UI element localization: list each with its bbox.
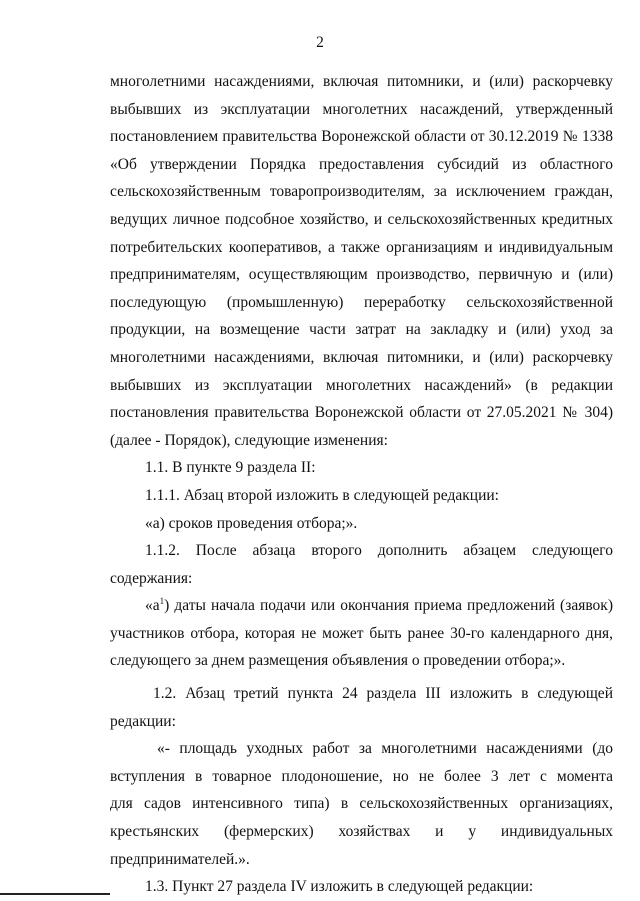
quote-a1-line2: участников отбора, которая не может быть ранее 30-го календарного дня, [110, 624, 613, 642]
body-line: продукции, на возмещение части затрат на закладку и (или) уход за [110, 321, 613, 339]
section-1-2-cont: редакции: [110, 712, 176, 730]
body-line: сельскохозяйственным товаропроизводителям, за исключением граждан, [110, 183, 613, 201]
body-line: (далее - Порядок), следующие изменения: [110, 431, 388, 449]
quote-a1-line3: следующего за днем размещения объявления о проведении отбора;». [110, 652, 566, 670]
quote-area-line: крестьянских (фермерских) хозяйствах и у индивидуальных [110, 823, 613, 841]
body-line: выбывших из эксплуатации многолетних насаждений, утвержденный [110, 100, 613, 118]
quote-a1-line [110, 592, 613, 620]
section-1-1-2: 1.1.2. После абзаца второго дополнить абзацем следующего [145, 542, 613, 560]
footer-divider [0, 893, 110, 895]
body-line: «Об утверждении Порядка предоставления субсидий из областного [110, 155, 613, 173]
section-1-3: 1.3. Пункт 27 раздела IV изложить в следующей редакции: [145, 878, 534, 896]
body-line: постановлением правительства Воронежской области от 30.12.2019 № 1338 [110, 128, 613, 146]
body-line: потребительских кооперативов, а также организациям и индивидуальным [110, 238, 613, 256]
body-line: многолетними насаждениями, включая питомники, и (или) раскорчевку [110, 348, 613, 366]
quote-area-line: для садов интенсивного типа) в сельскохозяйственных организациях, [110, 795, 613, 813]
quote-area-line: вступления в товарное плодоношение, но не более 3 лет с момента [110, 767, 613, 785]
body-line: многолетними насаждениями, включая питомники, и (или) раскорчевку [110, 73, 613, 90]
body-line: выбывших из эксплуатации многолетних насаждений» (в редакции [110, 376, 613, 394]
quote-a1-prefix: «а [145, 597, 160, 615]
section-1-1-1-text: «а) сроков проведения отбора;». [145, 514, 358, 532]
body-line: последующую (промышленную) переработку сельскохозяйственной [110, 293, 613, 311]
quote-area-line: «- площадь уходных работ за многолетними насаждениями (до [157, 740, 613, 758]
superscript-1: 1 [159, 596, 165, 607]
document-body [110, 68, 613, 901]
section-1-1-2-cont: содержания: [110, 569, 193, 587]
body-line: ведущих личное подсобное хозяйство, и сельскохозяйственных кредитных [110, 210, 613, 228]
section-1-1: 1.1. В пункте 9 раздела II: [145, 459, 316, 477]
quote-area-line: предпринимателей.». [110, 850, 250, 868]
page-number: 2 [316, 34, 324, 51]
section-1-2: 1.2. Абзац третий пункта 24 раздела III изложить в следующей [153, 685, 613, 703]
section-1-1-1: 1.1.1. Абзац второй изложить в следующей редакции: [145, 486, 499, 504]
body-line: постановления правительства Воронежской области от 27.05.2021 № 304) [110, 404, 613, 422]
body-line: предпринимателям, осуществляющим производство, первичную и (или) [110, 266, 613, 284]
quote-a1-rest: ) даты начала подачи или окончания приема предложений (заявок) [164, 597, 613, 615]
